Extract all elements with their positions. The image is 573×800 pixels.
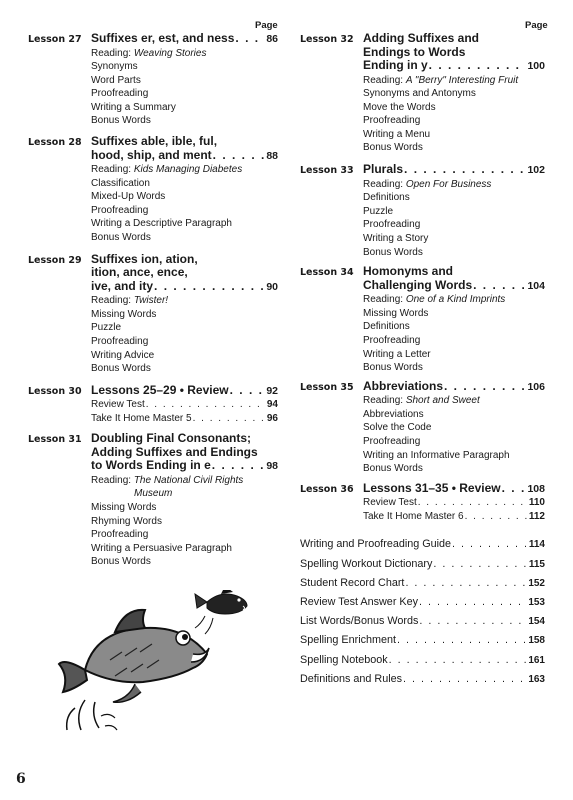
- activity-item: [363, 218, 545, 232]
- lesson-entry: [300, 163, 545, 259]
- activity-item: [91, 321, 278, 335]
- back-matter-label: List Words/Bonus Words: [300, 615, 419, 628]
- sub-entry-label: Take It Home Master 6: [363, 510, 464, 522]
- activity-item: [91, 231, 278, 245]
- activity-item: [91, 515, 278, 529]
- activity-item: [363, 114, 545, 128]
- activity-label: Writing a Persuasive Paragraph: [91, 542, 232, 554]
- lesson-title-text: Plurals: [363, 162, 404, 177]
- sub-entry-page: 110: [528, 497, 545, 509]
- activity-list: [91, 47, 278, 129]
- lesson-label: Lesson 27: [28, 34, 82, 45]
- page-column-header-left: Page: [255, 20, 278, 31]
- reading-prefix: Reading:: [363, 395, 406, 407]
- dot-leader: [465, 510, 528, 524]
- back-matter-label: Review Test Answer Key: [300, 596, 419, 609]
- back-matter-page: 114: [528, 539, 545, 551]
- activity-list: [91, 294, 278, 376]
- lesson-body: [363, 163, 545, 259]
- lesson-title-text: Doubling Final Consonants;: [91, 431, 251, 446]
- activity-label: Proofreading: [363, 219, 421, 231]
- back-matter-page: 158: [528, 635, 545, 647]
- activity-label: Writing a Menu: [363, 128, 431, 140]
- sub-entry-page: 96: [266, 412, 278, 424]
- activity-label: Proofreading: [363, 115, 421, 127]
- lesson-title: [363, 163, 545, 178]
- activity-item: [91, 60, 278, 74]
- reading-prefix: Reading:: [363, 74, 406, 86]
- lesson-entry: [300, 265, 545, 375]
- dot-leader: [212, 459, 266, 473]
- dot-leader: [429, 59, 527, 73]
- activity-item: [91, 87, 278, 101]
- activity-label: Bonus Words: [363, 362, 423, 374]
- activity-item: [91, 294, 278, 308]
- lesson-entry: [28, 432, 278, 569]
- activity-item: [91, 190, 278, 204]
- sub-entry-page: 112: [528, 510, 545, 522]
- reading-prefix: Reading:: [91, 164, 134, 176]
- reading-title-continued: Museum: [134, 488, 173, 500]
- reading-prefix: Reading:: [91, 474, 134, 486]
- activity-item: [91, 217, 278, 231]
- back-matter-entry: [300, 593, 545, 612]
- activity-item: [363, 141, 545, 155]
- lesson-body: [363, 32, 545, 155]
- reading-title: Short and Sweet: [405, 395, 480, 407]
- dot-leader: [146, 398, 266, 412]
- lesson-page-number: 106: [527, 380, 545, 393]
- activity-label: Writing a Summary: [91, 101, 176, 113]
- activity-label: Solve the Code: [363, 422, 432, 434]
- lesson-body: [363, 482, 545, 524]
- lesson-title-text: Endings to Words: [363, 44, 466, 59]
- activity-item: [91, 114, 278, 128]
- activity-item: [363, 293, 545, 307]
- activity-item: [91, 362, 278, 376]
- lesson-title: [91, 432, 278, 446]
- dot-leader: [452, 535, 528, 553]
- lesson-title: [91, 446, 278, 460]
- lesson-entry: [28, 135, 278, 245]
- lesson-body: [91, 253, 278, 376]
- back-matter-entry: [300, 535, 545, 554]
- back-matter-label: Spelling Enrichment: [300, 634, 397, 647]
- activity-item: [91, 101, 278, 115]
- activity-item: [363, 128, 545, 142]
- sub-entry: [363, 496, 545, 510]
- lesson-page-number: 86: [266, 33, 278, 45]
- lesson-entry: [28, 384, 278, 426]
- activity-label: Bonus Words: [91, 556, 151, 568]
- lesson-title-text: to Words Ending in e: [91, 458, 211, 473]
- lesson-entry: [300, 32, 545, 155]
- activity-item: [91, 74, 278, 88]
- activity-item: [363, 462, 545, 476]
- dot-leader: [419, 593, 527, 611]
- lesson-body: [91, 32, 278, 128]
- dot-leader: [397, 631, 527, 649]
- activity-item: [363, 334, 545, 348]
- back-matter-entry: [300, 651, 545, 670]
- lesson-title-text: Adding Suffixes and: [363, 31, 480, 45]
- lesson-body: [363, 380, 545, 476]
- lesson-entry: [28, 253, 278, 376]
- activity-label: Puzzle: [91, 322, 122, 334]
- activity-item: [363, 348, 545, 362]
- reading-title: One of a Kind Imprints: [405, 294, 506, 306]
- dot-leader: [403, 670, 527, 688]
- activity-label: Synonyms: [91, 61, 138, 73]
- activity-list: [363, 74, 545, 156]
- activity-label: Synonyms and Antonyms: [363, 88, 476, 100]
- activity-item: [363, 307, 545, 321]
- activity-item: [363, 205, 545, 219]
- lesson-title: [363, 265, 545, 279]
- back-matter-entry: [300, 631, 545, 650]
- lesson-title: [363, 59, 545, 74]
- lesson-label: Lesson 34: [300, 267, 354, 279]
- activity-label: Proofreading: [363, 435, 421, 447]
- activity-label: Bonus Words: [363, 142, 423, 154]
- activity-list: [363, 293, 545, 375]
- lesson-title-text: Suffixes ion, ation,: [91, 251, 198, 266]
- lesson-label: Lesson 30: [28, 385, 82, 397]
- activity-item: [91, 542, 278, 556]
- lesson-title: [363, 46, 545, 60]
- lesson-page-number: 108: [527, 482, 545, 495]
- left-column: [28, 32, 278, 569]
- activity-item: [363, 178, 545, 192]
- activity-label: Bonus Words: [91, 363, 151, 375]
- reading-title: Open For Business: [405, 178, 492, 190]
- lesson-title-text: Lessons 31–35 • Review: [363, 480, 501, 495]
- lesson-title-text: Ending in y: [363, 58, 428, 72]
- small-fish-icon: [195, 590, 247, 634]
- reading-title: Weaving Stories: [133, 47, 207, 59]
- sub-entry: [363, 510, 545, 524]
- back-matter-entry: [300, 555, 545, 574]
- lesson-title: [91, 135, 278, 149]
- reading-prefix: Reading:: [91, 295, 134, 307]
- activity-list: [91, 474, 278, 569]
- lesson-label: Lesson 35: [300, 381, 354, 393]
- activity-item: [363, 361, 545, 375]
- activity-label: Proofreading: [91, 204, 149, 216]
- activity-item: [91, 163, 278, 177]
- lesson-title: [91, 384, 278, 399]
- activity-label: Classification: [91, 177, 150, 189]
- lesson-title-text: Suffixes er, est, and ness: [91, 31, 235, 45]
- lesson-label: Lesson 29: [28, 254, 82, 266]
- lesson-label: Lesson 31: [28, 434, 82, 446]
- activity-label: Proofreading: [363, 334, 421, 346]
- back-matter-page: 153: [528, 597, 545, 609]
- reading-title: A "Berry" Interesting Fruit: [405, 74, 519, 86]
- lesson-title-text: ition, ance, ence,: [91, 265, 188, 280]
- page-column-header-right: Page: [525, 20, 548, 31]
- big-fish-icon: [59, 610, 209, 730]
- lesson-body: [91, 384, 278, 426]
- lesson-title: [363, 482, 545, 497]
- activity-item: [91, 528, 278, 542]
- activity-item: [363, 394, 545, 408]
- dot-leader: [230, 384, 266, 398]
- activity-item: [91, 349, 278, 363]
- lesson-title-text: hood, ship, and ment: [91, 147, 212, 162]
- activity-item: [91, 47, 278, 61]
- activity-item: [363, 191, 545, 205]
- back-matter-page: 161: [528, 654, 545, 666]
- activity-label: Bonus Words: [363, 463, 423, 475]
- lesson-label: Lesson 33: [300, 165, 354, 177]
- activity-item: [91, 177, 278, 191]
- lesson-page-number: 104: [527, 279, 545, 292]
- activity-label: Bonus Words: [363, 246, 423, 258]
- sub-entry: [91, 412, 278, 426]
- lesson-title: [91, 149, 278, 164]
- dot-leader: [193, 412, 266, 426]
- dot-leader: [213, 149, 266, 163]
- activity-label: Missing Words: [91, 502, 157, 514]
- dot-leader: [389, 651, 528, 669]
- lesson-title-text: Suffixes able, ible, ful,: [91, 134, 218, 149]
- back-matter-entry: [300, 574, 545, 593]
- activity-label: Proofreading: [91, 335, 149, 347]
- activity-item: [91, 335, 278, 349]
- back-matter-page: 152: [528, 577, 545, 589]
- activity-item: [363, 449, 545, 463]
- lesson-title-text: Homonyms and: [363, 264, 454, 279]
- activity-label: Puzzle: [363, 205, 394, 217]
- lesson-title: [363, 279, 545, 294]
- lesson-title: [91, 32, 278, 47]
- dot-leader: [235, 32, 265, 46]
- lesson-entry: [28, 32, 278, 128]
- activity-item: [363, 408, 545, 422]
- lesson-label: Lesson 36: [300, 483, 354, 495]
- lesson-title: [91, 459, 278, 474]
- sub-entry: [91, 398, 278, 412]
- activity-list: [363, 394, 545, 476]
- activity-label: Proofreading: [91, 529, 149, 541]
- activity-list: [363, 178, 545, 260]
- activity-label: Word Parts: [91, 74, 141, 86]
- activity-item: [91, 501, 278, 515]
- activity-item: [91, 204, 278, 218]
- dot-leader: [154, 280, 265, 294]
- activity-item: [91, 308, 278, 322]
- lesson-page-number: 88: [266, 149, 278, 162]
- reading-title: The National Civil Rights: [133, 474, 244, 486]
- dot-leader: [404, 163, 526, 177]
- activity-list: [91, 163, 278, 245]
- activity-label: Proofreading: [91, 88, 149, 100]
- activity-label: Missing Words: [91, 308, 157, 320]
- reading-prefix: Reading:: [363, 294, 406, 306]
- reading-prefix: Reading:: [363, 178, 406, 190]
- activity-label: Writing a Letter: [363, 348, 431, 360]
- fish-illustration: [55, 590, 285, 740]
- activity-label: Bonus Words: [91, 115, 151, 127]
- lesson-title: [363, 380, 545, 395]
- activity-label: Missing Words: [363, 307, 429, 319]
- activity-item: [91, 474, 278, 488]
- lesson-entry: [300, 380, 545, 476]
- activity-item: [91, 555, 278, 569]
- lesson-label: Lesson 28: [28, 137, 82, 149]
- lesson-title: [91, 266, 278, 280]
- lesson-title-text: Adding Suffixes and Endings: [91, 444, 258, 459]
- activity-label: Rhyming Words: [91, 515, 162, 527]
- lesson-page-number: 100: [527, 60, 545, 72]
- dot-leader: [419, 612, 527, 630]
- lesson-title-text: Abbreviations: [363, 378, 444, 393]
- lesson-label: Lesson 32: [300, 34, 354, 45]
- activity-item: [363, 421, 545, 435]
- activity-item: [363, 232, 545, 246]
- dot-leader: [405, 574, 527, 592]
- reading-title: Kids Managing Diabetes: [133, 164, 243, 176]
- back-matter-page: 154: [528, 616, 545, 628]
- lesson-title-text: ive, and ity: [91, 278, 154, 293]
- lesson-page-number: 90: [266, 280, 278, 293]
- lesson-page-number: 98: [266, 460, 278, 473]
- back-matter-label: Writing and Proofreading Guide: [300, 538, 452, 551]
- lesson-page-number: 102: [527, 164, 545, 177]
- activity-label: Bonus Words: [91, 232, 151, 244]
- lesson-title-text: Lessons 25–29 • Review: [91, 382, 229, 397]
- lesson-title-text: Challenging Words: [363, 277, 473, 292]
- lesson-body: [91, 432, 278, 569]
- activity-item: [91, 487, 278, 501]
- dot-leader: [418, 496, 528, 510]
- activity-item: [363, 320, 545, 334]
- activity-item: [363, 74, 545, 88]
- lesson-entry: [300, 482, 545, 524]
- activity-label: Writing an Informative Paragraph: [363, 449, 510, 461]
- activity-label: Definitions: [363, 192, 410, 204]
- page-number: 6: [16, 771, 26, 787]
- sub-entry-label: Take It Home Master 5: [91, 412, 192, 424]
- reading-title: Twister!: [133, 295, 169, 307]
- lesson-title: [91, 280, 278, 295]
- activity-label: Move the Words: [363, 101, 436, 113]
- dot-leader: [473, 279, 526, 293]
- back-matter-page: 163: [528, 673, 545, 685]
- back-matter-label: Student Record Chart: [300, 576, 405, 589]
- back-matter-label: Definitions and Rules: [300, 672, 403, 685]
- activity-label: Writing Advice: [91, 349, 155, 361]
- sub-entry-page: 94: [266, 399, 278, 411]
- lesson-body: [363, 265, 545, 375]
- activity-label: Mixed-Up Words: [91, 191, 166, 203]
- activity-item: [363, 87, 545, 101]
- activity-label: Writing a Descriptive Paragraph: [91, 218, 232, 230]
- back-matter-page: 115: [528, 558, 545, 570]
- dot-leader: [433, 555, 527, 573]
- lesson-title: [363, 32, 545, 46]
- dot-leader: [444, 380, 526, 394]
- sub-entry-label: Review Test: [363, 497, 417, 509]
- reading-prefix: Reading:: [91, 47, 134, 59]
- activity-label: Abbreviations: [363, 408, 424, 420]
- back-matter-entry: [300, 670, 545, 689]
- back-matter-label: Spelling Notebook: [300, 653, 388, 666]
- lesson-body: [91, 135, 278, 245]
- activity-item: [363, 435, 545, 449]
- activity-label: Definitions: [363, 321, 410, 333]
- back-matter-label: Spelling Workout Dictionary: [300, 557, 433, 570]
- lesson-title: [91, 253, 278, 267]
- back-matter-entry: [300, 612, 545, 631]
- activity-item: [363, 101, 545, 115]
- lesson-page-number: 92: [266, 384, 278, 397]
- right-column: [300, 32, 545, 689]
- back-matter-list: [300, 535, 545, 689]
- sub-entry-label: Review Test: [91, 399, 145, 411]
- activity-label: Writing a Story: [363, 232, 429, 244]
- activity-item: [363, 246, 545, 260]
- dot-leader: [502, 482, 527, 496]
